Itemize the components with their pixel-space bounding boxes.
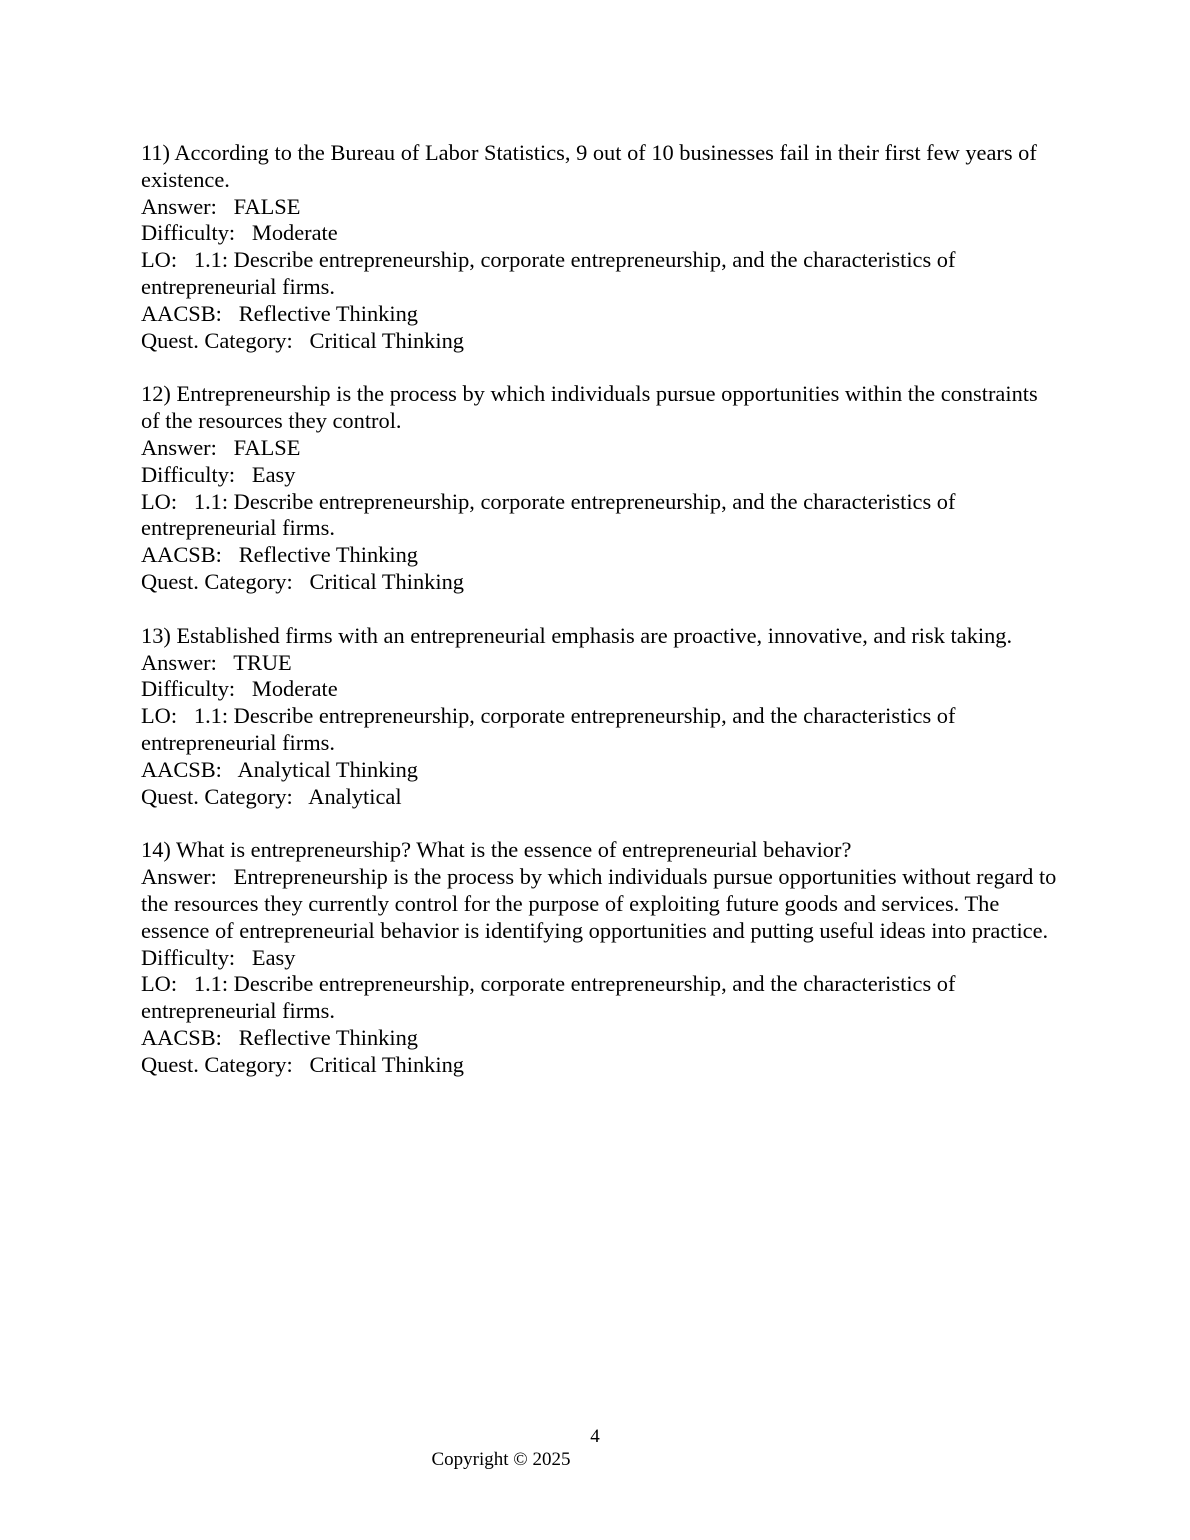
- category-value: Critical Thinking: [309, 1051, 464, 1077]
- category-line: [141, 1052, 1061, 1079]
- difficulty-line: [141, 220, 1061, 247]
- answer-label: Answer:: [141, 649, 217, 675]
- category-label: Quest. Category:: [141, 1051, 293, 1077]
- aacsb-label: AACSB:: [141, 1024, 222, 1050]
- answer-label: Answer:: [141, 434, 217, 460]
- aacsb-value: Reflective Thinking: [238, 1024, 418, 1050]
- difficulty-line: [141, 676, 1061, 703]
- answer-value: Entrepreneurship is the process by which individuals pursue opportunities without regard to the resources they currently control for the purpose of exploiting future goods and services. The essence of entrepreneurial behavior is identifying opportunities and putting useful ideas into practice.: [141, 864, 1057, 943]
- aacsb-line: [141, 301, 1061, 328]
- category-label: Quest. Category:: [141, 783, 293, 809]
- aacsb-value: Reflective Thinking: [238, 542, 418, 568]
- lo-line: [141, 703, 1061, 757]
- lo-label: LO:: [141, 247, 178, 273]
- aacsb-label: AACSB:: [141, 756, 222, 782]
- question-13: [141, 623, 1061, 811]
- answer-label: Answer:: [141, 864, 217, 890]
- answer-line: [141, 864, 1061, 944]
- aacsb-label: AACSB:: [141, 542, 222, 568]
- category-line: [141, 328, 1061, 355]
- lo-line: [141, 489, 1061, 543]
- category-label: Quest. Category:: [141, 327, 293, 353]
- copyright-notice: Copyright © 2025: [431, 1449, 571, 1470]
- answer-value: TRUE: [233, 649, 292, 675]
- lo-value: 1.1: Describe entrepreneurship, corporate entrepreneurship, and the characteristics of entrepreneurial firms.: [141, 971, 956, 1024]
- lo-line: [141, 247, 1061, 301]
- lo-label: LO:: [141, 971, 178, 997]
- difficulty-label: Difficulty:: [141, 220, 236, 246]
- aacsb-line: [141, 542, 1061, 569]
- lo-value: 1.1: Describe entrepreneurship, corporate entrepreneurship, and the characteristics of entrepreneurial firms.: [141, 247, 956, 299]
- question-text: 13) Established firms with an entrepreneurial emphasis are proactive, innovative, and risk taking.: [141, 622, 1013, 648]
- answer-label: Answer:: [141, 193, 217, 219]
- question-text: 14) What is entrepreneurship? What is the essence of entrepreneurial behavior?: [141, 837, 852, 863]
- question-14: [141, 837, 1061, 1078]
- difficulty-value: Easy: [251, 944, 296, 970]
- difficulty-value: Moderate: [251, 220, 338, 246]
- aacsb-line: [141, 1025, 1061, 1052]
- lo-line: [141, 971, 1061, 1025]
- answer-line: [141, 435, 1061, 462]
- page-number: 4: [590, 1426, 600, 1447]
- category-line: [141, 569, 1061, 596]
- answer-value: FALSE: [233, 193, 301, 219]
- difficulty-line: [141, 462, 1061, 489]
- aacsb-label: AACSB:: [141, 300, 222, 326]
- answer-line: [141, 194, 1061, 221]
- category-line: [141, 784, 1061, 811]
- question-11: [141, 140, 1061, 354]
- question-list: [141, 140, 1061, 1106]
- category-value: Analytical: [308, 783, 402, 809]
- question-12: [141, 381, 1061, 595]
- difficulty-label: Difficulty:: [141, 676, 236, 702]
- category-label: Quest. Category:: [141, 568, 293, 594]
- difficulty-value: Moderate: [251, 676, 338, 702]
- question-text: 12) Entrepreneurship is the process by which individuals pursue opportunities within the constraints of the resources they control.: [141, 381, 1038, 434]
- aacsb-value: Reflective Thinking: [238, 300, 418, 326]
- lo-label: LO:: [141, 488, 178, 514]
- category-value: Critical Thinking: [309, 568, 464, 594]
- answer-line: [141, 650, 1061, 677]
- difficulty-label: Difficulty:: [141, 461, 236, 487]
- aacsb-line: [141, 757, 1061, 784]
- answer-value: FALSE: [233, 434, 301, 460]
- difficulty-line: [141, 945, 1061, 972]
- lo-value: 1.1: Describe entrepreneurship, corporate entrepreneurship, and the characteristics of entrepreneurial firms.: [141, 703, 956, 755]
- lo-value: 1.1: Describe entrepreneurship, corporate entrepreneurship, and the characteristics of entrepreneurial firms.: [141, 488, 956, 541]
- difficulty-label: Difficulty:: [141, 944, 236, 970]
- question-text: 11) According to the Bureau of Labor Statistics, 9 out of 10 businesses fail in their first few years of existence.: [141, 140, 1037, 192]
- difficulty-value: Easy: [251, 461, 296, 487]
- category-value: Critical Thinking: [309, 327, 464, 353]
- lo-label: LO:: [141, 703, 178, 729]
- aacsb-value: Analytical Thinking: [237, 756, 418, 782]
